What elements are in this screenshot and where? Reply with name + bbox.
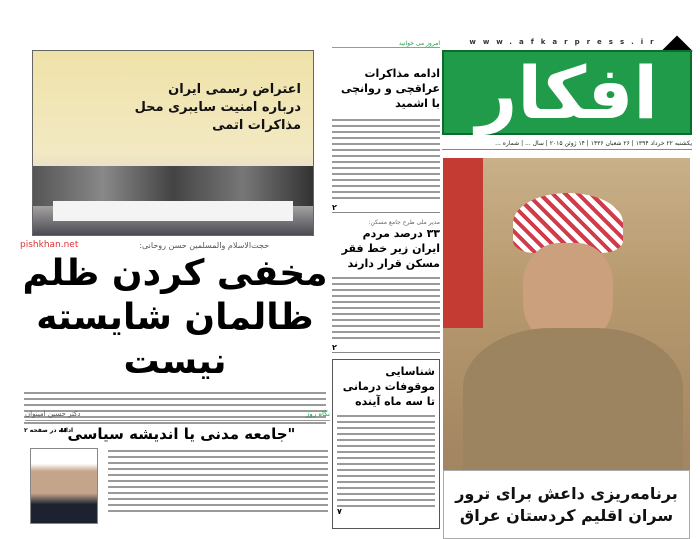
story-2-title[interactable]: ۳۳ درصد مردم ایران زیر خط فقر مسکن قرار دارند bbox=[341, 227, 440, 270]
story-1-title[interactable]: ادامه مذاکرات عراقچی و روانچی با اشمید bbox=[340, 67, 440, 110]
main-story-kicker: حجت‌الاسلام والمسلمین حسن روحانی: bbox=[139, 240, 270, 250]
story-1-page: ۲ bbox=[332, 203, 440, 213]
dateline: یکشنبه ۲۲ خرداد ۱۳۹۴ | ۲۶ شعبان ۱۴۳۶ | ۱۴ ژوئن ۲۰۱۵ | سال ... | شماره ... bbox=[442, 140, 692, 150]
story-1-body bbox=[332, 119, 440, 199]
story-2-body bbox=[332, 277, 440, 339]
opinion-author: دکتر حسین امینوان bbox=[25, 410, 81, 418]
opinion-title[interactable]: "جامعه مدنی یا اندیشه سیاسی" bbox=[59, 425, 296, 443]
negotiations-photo bbox=[32, 50, 314, 236]
section-label: نگاه روز bbox=[306, 410, 330, 418]
opinion-section-bar bbox=[25, 410, 330, 421]
continued-note: ادامه در صفحه ۲ bbox=[24, 427, 74, 434]
masthead-url: www.afkarpress.ir bbox=[469, 38, 661, 46]
story-3-page: ۷ bbox=[337, 507, 342, 516]
newspaper-logo: افکار bbox=[442, 50, 692, 135]
top-story-headline[interactable]: اعتراض رسمی ایران درباره امنیت سایبری محل مذاکرات اتمی bbox=[134, 82, 301, 133]
opinion-body bbox=[108, 450, 328, 512]
today-section-label: امروز می خوانید bbox=[332, 40, 440, 48]
story-3-box bbox=[332, 359, 440, 529]
lead-photo-caption[interactable]: برنامه‌ریزی داعش برای ترور سران اقلیم کردستان عراق bbox=[443, 470, 690, 539]
author-photo bbox=[30, 448, 98, 524]
story-3-title[interactable]: شناسایی موقوفات درمانی تا سه ماه آینده bbox=[342, 365, 435, 408]
watermark: pishkhan.net bbox=[20, 240, 79, 250]
lead-photo bbox=[443, 158, 690, 470]
story-2-page: ۲ bbox=[332, 343, 440, 353]
main-story-headline[interactable]: مخفی کردن ظلم ظالمان شایسته نیست bbox=[22, 253, 328, 382]
story-3-body bbox=[337, 415, 435, 507]
story-2-kicker: مدیر ملی طرح جامع مسکن: bbox=[368, 219, 440, 226]
